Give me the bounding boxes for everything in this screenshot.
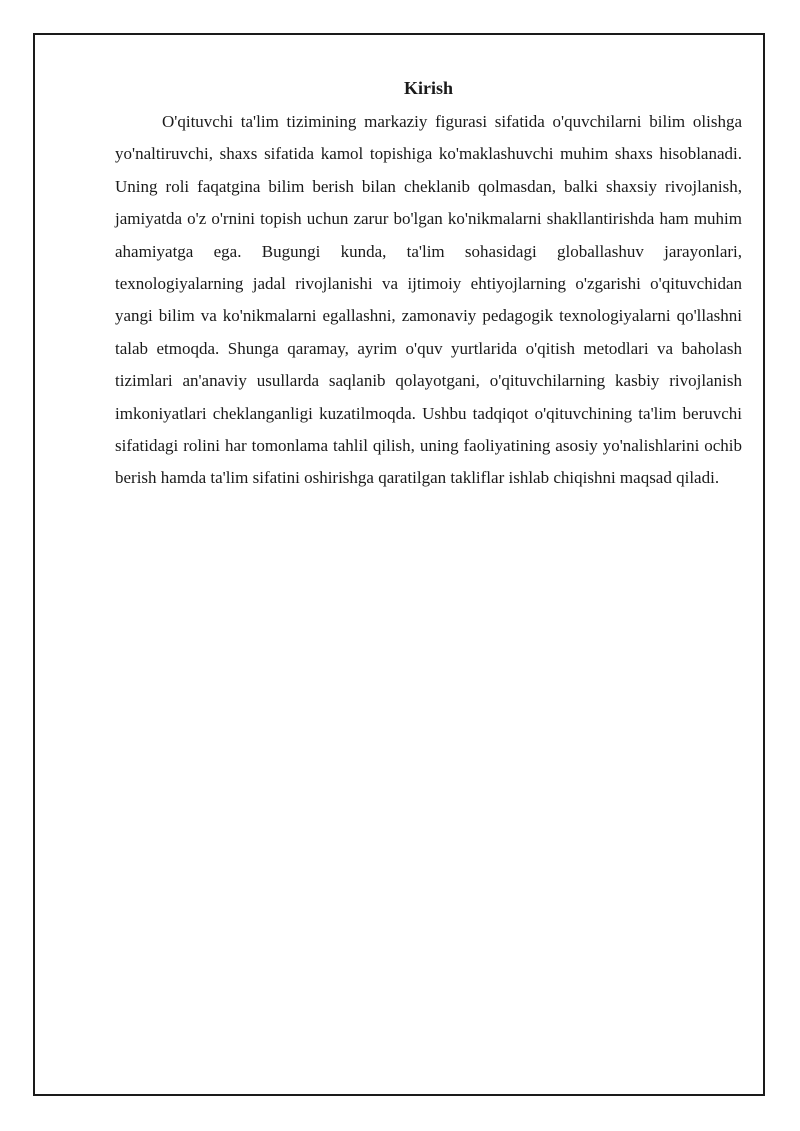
document-body	[115, 74, 742, 495]
intro-paragraph: O'qituvchi ta'lim tizimining markaziy figurasi sifatida o'quvchilarni bilim olishga yo'naltiruvchi, shaxs sifatida kamol topishiga ko'maklashuvchi muhim shaxs hisoblanadi. Uning roli faqatgina bilim berish bilan cheklanib qolmasdan, balki shaxsiy rivojlanish, jamiyatda o'z o'rnini topish uchun zarur bo'lgan ko'nikmalarni shakllantirishda ham muhim ahamiyatga ega. Bugungi kunda, ta'lim sohasidagi globallashuv jarayonlari, texnologiyalarning jadal rivojlanishi va ijtimoiy ehtiyojlarning o'zgarishi o'qituvchidan yangi bilim va ko'nikmalarni egallashni, zamonaviy pedagogik texnologiyalarni qo'llashni talab etmoqda. Shunga qaramay, ayrim o'quv yurtlarida o'qitish metodlari va baholash tizimlari an'anaviy usullarda saqlanib qolayotgani, o'qituvchilarning kasbiy rivojlanish imkoniyatlari cheklanganligi kuzatilmoqda. Ushbu tadqiqot o'qituvchining ta'lim beruvchi sifatidagi rolini har tomonlama tahlil qilish, uning faoliyatining asosiy yo'nalishlarini ochib berish hamda ta'lim sifatini oshirishga qaratilgan takliflar ishlab chiqishni maqsad qiladi.	[115, 112, 742, 488]
section-heading: Kirish	[403, 78, 453, 98]
